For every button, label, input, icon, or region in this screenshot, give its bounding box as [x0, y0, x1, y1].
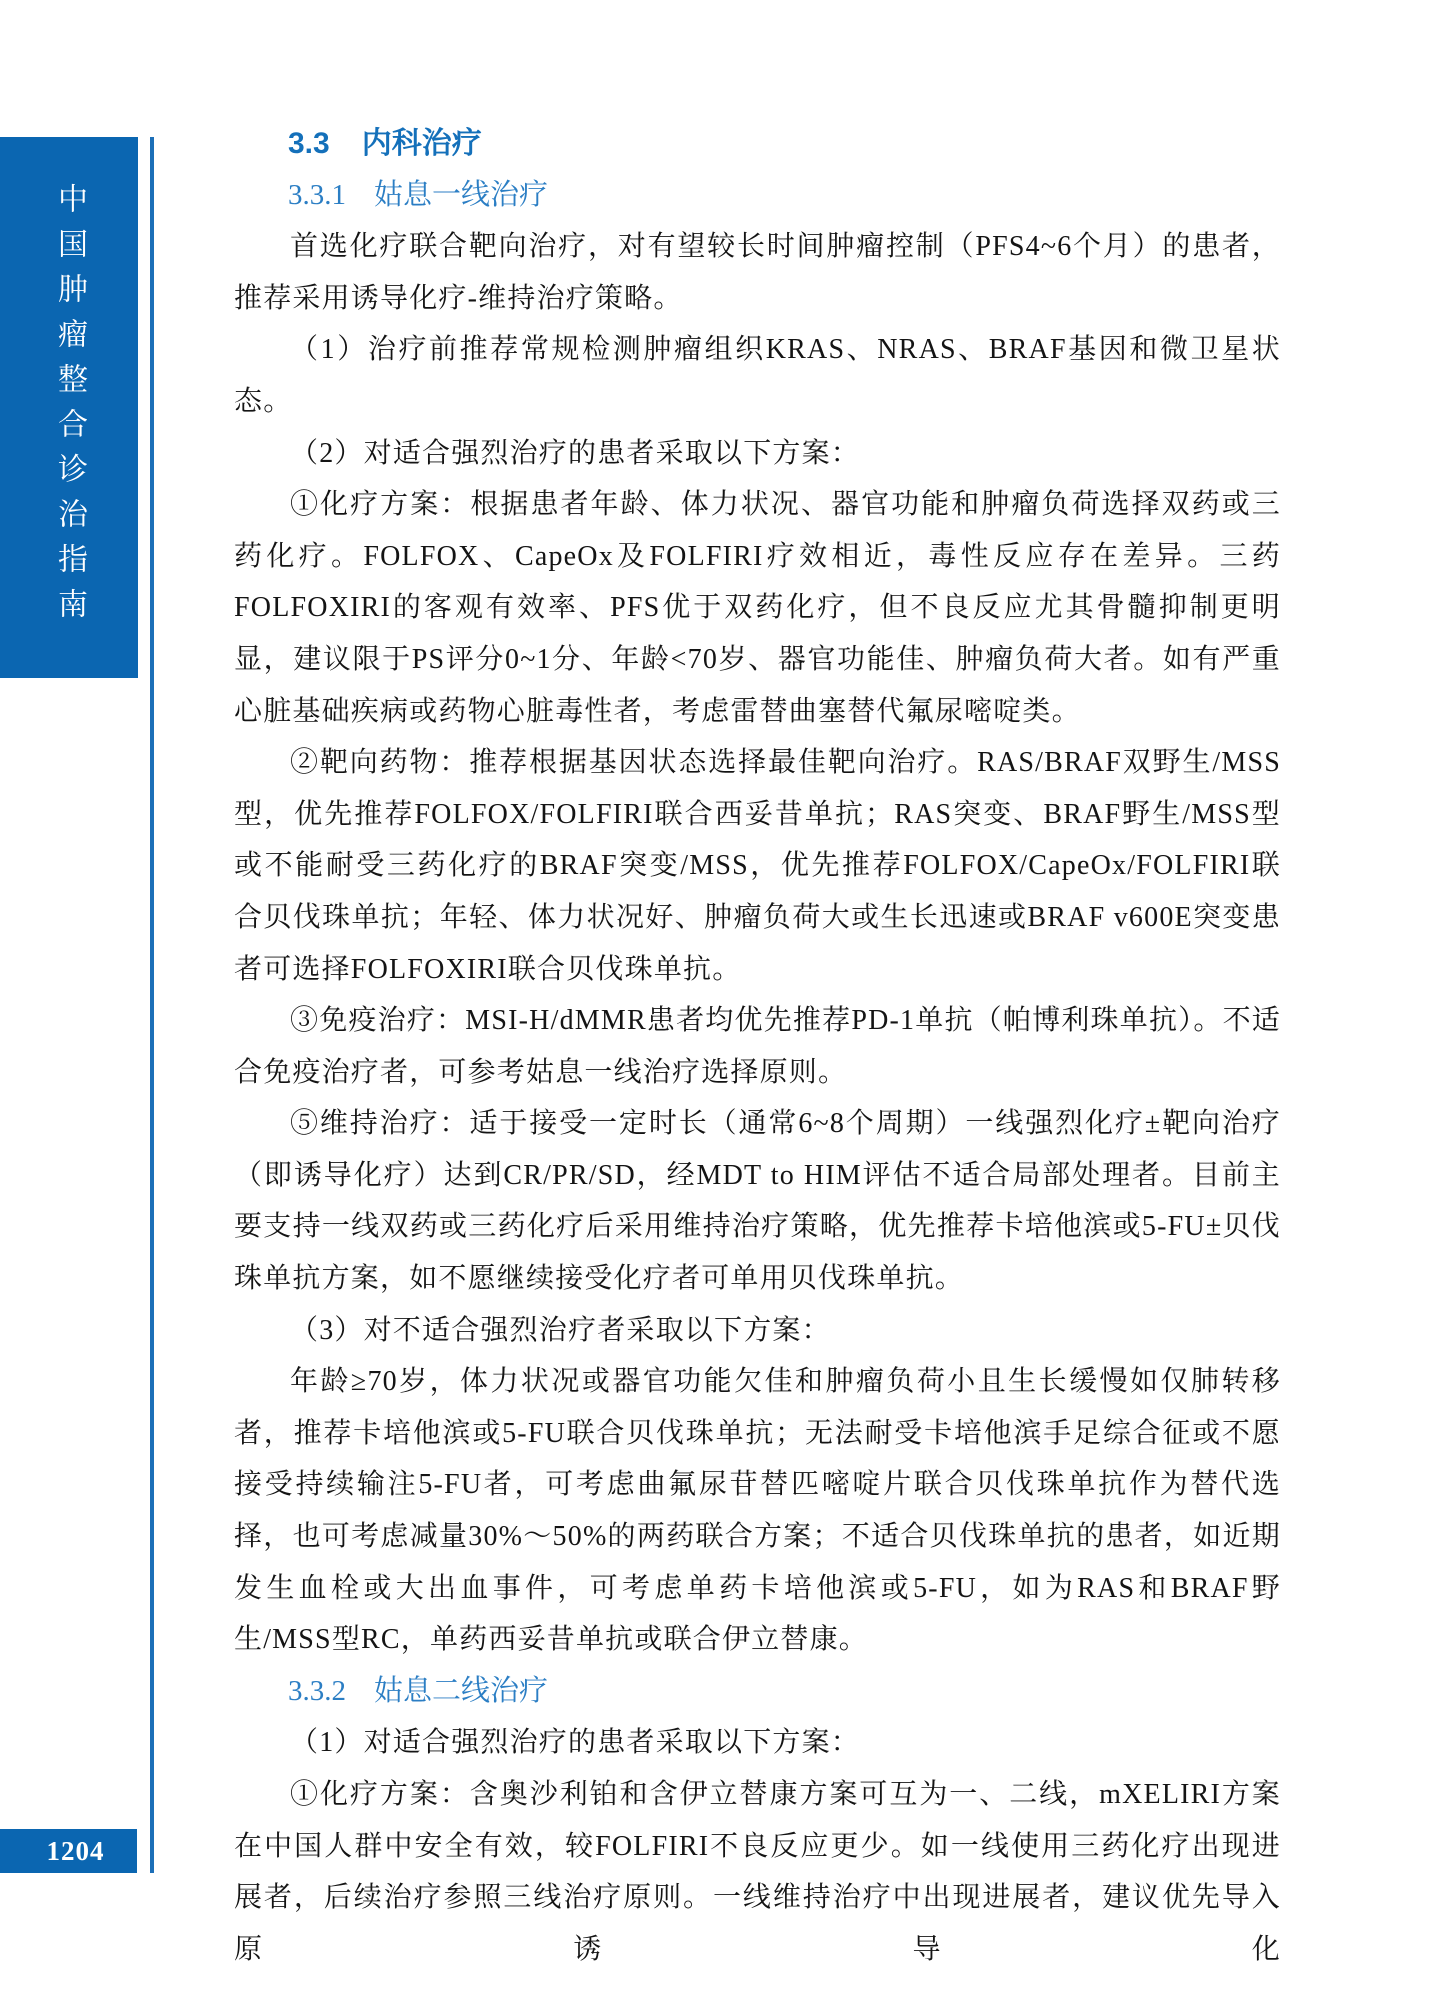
body-paragraph: ②靶向药物：推荐根据基因状态选择最佳靶向治疗。RAS/BRAF双野生/MSS型，优先推荐FOLFOX/FOLFIRI联合西妥昔单抗；RAS突变、BRAF野生/MSS型或不能耐受三药化疗的BRAF突变/MSS，优先推荐FOLFOX/CapeOx/FOLFIRI联合贝伐珠单抗；年轻、体力状况好、肿瘤负荷大或生长迅速或BRAF v600E突变患者可选择FOLFOXIRI联合贝伐珠单抗。 [234, 747, 1281, 985]
body-paragraph: 年龄≥70岁，体力状况或器官功能欠佳和肿瘤负荷小且生长缓慢如仅肺转移者，推荐卡培他滨或5-FU联合贝伐珠单抗；无法耐受卡培他滨手足综合征或不愿接受持续输注5-FU者，可考虑曲氟尿苷替匹嘧啶片联合贝伐珠单抗作为替代选择，也可考虑减量30%～50%的两药联合方案；不适合贝伐珠单抗的患者，如近期发生血栓或大出血事件，可考虑单药卡培他滨或5-FU，如为RAS和BRAF野生/MSS型RC，单药西妥昔单抗或联合伊立替康。 [234, 1366, 1281, 1656]
page-number-badge [0, 1829, 137, 1873]
heading-title: 内科治疗 [361, 127, 482, 160]
heading-title: 姑息一线治疗 [374, 178, 549, 211]
page-number: 1204 [46, 1835, 105, 1866]
body-paragraph: （3）对不适合强烈治疗者采取以下方案： [290, 1314, 831, 1346]
body-paragraph: ③免疫治疗：MSI-H/dMMR患者均优先推荐PD-1单抗（帕博利珠单抗）。不适合免疫治疗者，可参考姑息一线治疗选择原则。 [234, 1005, 1281, 1088]
heading-number: 3.3.2 [288, 1674, 346, 1707]
body-paragraph: 首选化疗联合靶向治疗，对有望较长时间肿瘤控制（PFS4~6个月）的患者，推荐采用诱导化疗-维持治疗策略。 [234, 231, 1281, 314]
body-paragraph: ①化疗方案：含奥沙利铂和含伊立替康方案可互为一、二线，mXELIRI方案在中国人群中安全有效，较FOLFIRI不良反应更少。如一线使用三药化疗出现进展者，后续治疗参照三线治疗原则。一线维持治疗中出现进展者，建议优先导入原诱导化 [234, 1779, 1281, 1965]
body-paragraph: （1）治疗前推荐常规检测肿瘤组织KRAS、NRAS、BRAF基因和微卫星状态。 [234, 334, 1281, 417]
heading-number: 3.3 [288, 127, 330, 160]
heading-title: 姑息二线治疗 [374, 1674, 549, 1707]
body-paragraph: ①化疗方案：根据患者年龄、体力状况、器官功能和肿瘤负荷选择双药或三药化疗。FOLFOX、CapeOx及FOLFIRI疗效相近，毒性反应存在差异。三药FOLFOXIRI的客观有效率、PFS优于双药化疗，但不良反应尤其骨髓抑制更明显，建议限于PS评分0~1分、年龄<70岁、器官功能佳、肿瘤负荷大者。如有严重心脏基础疾病或药物心脏毒性者，考虑雷替曲塞替代氟尿嘧啶类。 [234, 489, 1281, 727]
body-paragraph: ⑤维持治疗：适于接受一定时长（通常6~8个周期）一线强烈化疗±靶向治疗（即诱导化疗）达到CR/PR/SD，经MDT to HIM评估不适合局部处理者。目前主要支持一线双药或三药化疗后采用维持治疗策略，优先推荐卡培他滨或5-FU±贝伐珠单抗方案，如不愿继续接受化疗者可单用贝伐珠单抗。 [234, 1108, 1281, 1295]
section-heading [288, 118, 1281, 170]
sidebar-banner [0, 137, 138, 678]
content-area [234, 118, 1281, 1975]
vertical-divider [150, 137, 154, 1873]
body-paragraph: （2）对适合强烈治疗的患者采取以下方案： [290, 437, 861, 469]
book-title-vertical: 中国肿瘤整合诊治指南 [53, 182, 86, 633]
subsection-heading [288, 170, 1281, 222]
body-paragraph: （1）对适合强烈治疗的患者采取以下方案： [290, 1727, 861, 1759]
subsection-heading [288, 1666, 1281, 1718]
heading-number: 3.3.1 [288, 178, 346, 211]
